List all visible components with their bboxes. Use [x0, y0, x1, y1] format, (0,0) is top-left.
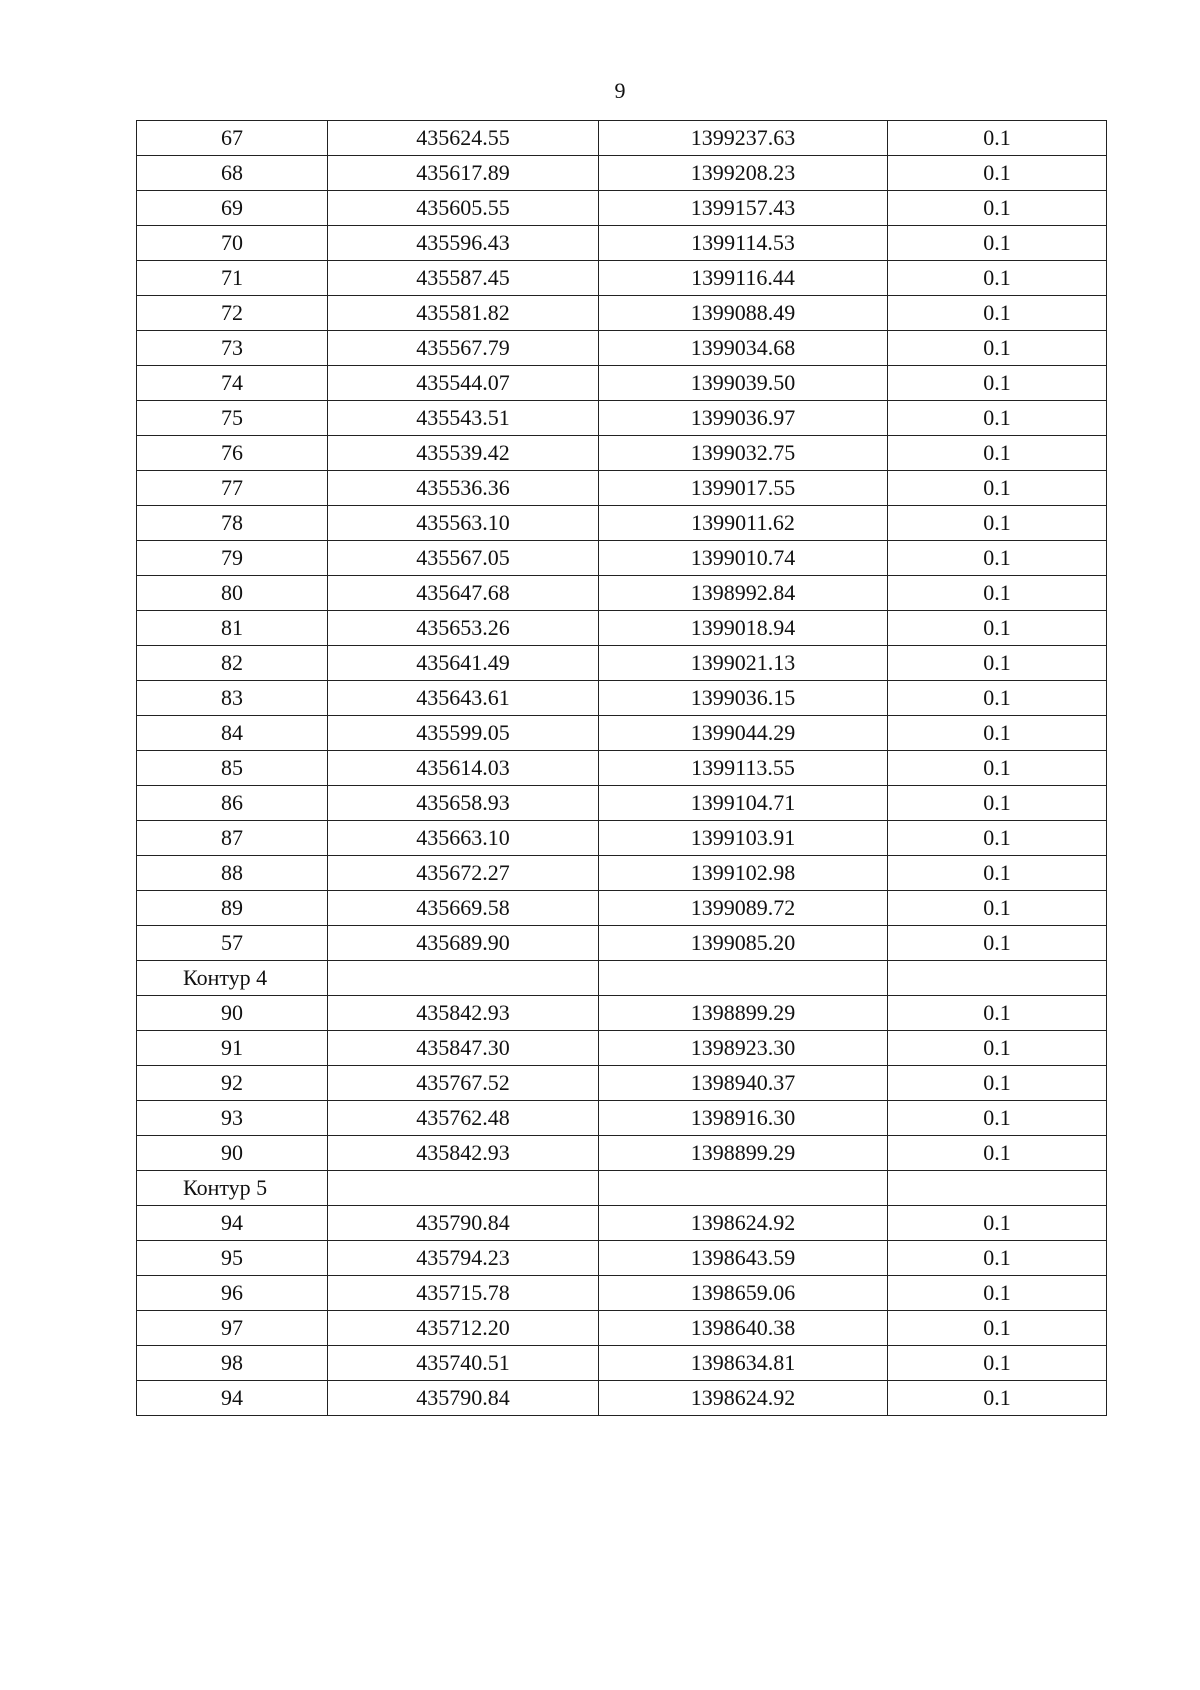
x-coordinate-cell: 435643.61 — [328, 681, 599, 716]
accuracy-cell: 0.1 — [888, 191, 1107, 226]
empty-cell — [888, 1171, 1107, 1206]
table-row — [137, 786, 1107, 821]
accuracy-cell: 0.1 — [888, 681, 1107, 716]
accuracy-cell: 0.1 — [888, 996, 1107, 1031]
point-number-cell: 84 — [137, 716, 328, 751]
y-coordinate-cell: 1399208.23 — [599, 156, 888, 191]
point-number-cell: 73 — [137, 331, 328, 366]
point-number-cell: 89 — [137, 891, 328, 926]
accuracy-cell: 0.1 — [888, 1206, 1107, 1241]
x-coordinate-cell: 435596.43 — [328, 226, 599, 261]
x-coordinate-cell: 435790.84 — [328, 1381, 599, 1416]
y-coordinate-cell: 1399103.91 — [599, 821, 888, 856]
point-number-cell: 90 — [137, 996, 328, 1031]
x-coordinate-cell: 435672.27 — [328, 856, 599, 891]
point-number-cell: 91 — [137, 1031, 328, 1066]
x-coordinate-cell: 435669.58 — [328, 891, 599, 926]
point-number-cell: 74 — [137, 366, 328, 401]
x-coordinate-cell: 435712.20 — [328, 1311, 599, 1346]
y-coordinate-cell: 1399034.68 — [599, 331, 888, 366]
point-number-cell: 88 — [137, 856, 328, 891]
table-row — [137, 1136, 1107, 1171]
x-coordinate-cell: 435543.51 — [328, 401, 599, 436]
point-number-cell: 80 — [137, 576, 328, 611]
x-coordinate-cell: 435847.30 — [328, 1031, 599, 1066]
point-number-cell: 92 — [137, 1066, 328, 1101]
accuracy-cell: 0.1 — [888, 891, 1107, 926]
section-row — [137, 1171, 1107, 1206]
accuracy-cell: 0.1 — [888, 541, 1107, 576]
section-label: Контур 5 — [137, 1171, 328, 1206]
x-coordinate-cell: 435740.51 — [328, 1346, 599, 1381]
table-row — [137, 821, 1107, 856]
table-row — [137, 751, 1107, 786]
table-row — [137, 471, 1107, 506]
x-coordinate-cell: 435581.82 — [328, 296, 599, 331]
y-coordinate-cell: 1399032.75 — [599, 436, 888, 471]
page-number: 9 — [614, 78, 626, 103]
y-coordinate-cell: 1398992.84 — [599, 576, 888, 611]
table-row — [137, 541, 1107, 576]
point-number-cell: 78 — [137, 506, 328, 541]
table-row — [137, 576, 1107, 611]
table-row — [137, 1101, 1107, 1136]
y-coordinate-cell: 1399017.55 — [599, 471, 888, 506]
accuracy-cell: 0.1 — [888, 856, 1107, 891]
accuracy-cell: 0.1 — [888, 226, 1107, 261]
point-number-cell: 69 — [137, 191, 328, 226]
x-coordinate-cell: 435790.84 — [328, 1206, 599, 1241]
point-number-cell: 68 — [137, 156, 328, 191]
point-number-cell: 86 — [137, 786, 328, 821]
y-coordinate-cell: 1399011.62 — [599, 506, 888, 541]
table-row — [137, 996, 1107, 1031]
point-number-cell: 79 — [137, 541, 328, 576]
accuracy-cell: 0.1 — [888, 436, 1107, 471]
accuracy-cell: 0.1 — [888, 611, 1107, 646]
accuracy-cell: 0.1 — [888, 366, 1107, 401]
y-coordinate-cell: 1398916.30 — [599, 1101, 888, 1136]
table-row — [137, 1241, 1107, 1276]
table-row — [137, 646, 1107, 681]
point-number-cell: 97 — [137, 1311, 328, 1346]
y-coordinate-cell: 1398624.92 — [599, 1381, 888, 1416]
x-coordinate-cell: 435762.48 — [328, 1101, 599, 1136]
x-coordinate-cell: 435842.93 — [328, 996, 599, 1031]
table-row — [137, 401, 1107, 436]
y-coordinate-cell: 1399116.44 — [599, 261, 888, 296]
table-row — [137, 926, 1107, 961]
accuracy-cell: 0.1 — [888, 331, 1107, 366]
accuracy-cell: 0.1 — [888, 1241, 1107, 1276]
section-row — [137, 961, 1107, 996]
table-row — [137, 121, 1107, 156]
table-row — [137, 1311, 1107, 1346]
x-coordinate-cell: 435567.79 — [328, 331, 599, 366]
table-row — [137, 1346, 1107, 1381]
section-label: Контур 4 — [137, 961, 328, 996]
y-coordinate-cell: 1399085.20 — [599, 926, 888, 961]
y-coordinate-cell: 1399036.97 — [599, 401, 888, 436]
table-row — [137, 716, 1107, 751]
y-coordinate-cell: 1399010.74 — [599, 541, 888, 576]
accuracy-cell: 0.1 — [888, 1066, 1107, 1101]
point-number-cell: 75 — [137, 401, 328, 436]
x-coordinate-cell: 435689.90 — [328, 926, 599, 961]
table-row — [137, 156, 1107, 191]
y-coordinate-cell: 1398643.59 — [599, 1241, 888, 1276]
table-row — [137, 1066, 1107, 1101]
table-row — [137, 226, 1107, 261]
y-coordinate-cell: 1398940.37 — [599, 1066, 888, 1101]
x-coordinate-cell: 435539.42 — [328, 436, 599, 471]
accuracy-cell: 0.1 — [888, 786, 1107, 821]
accuracy-cell: 0.1 — [888, 261, 1107, 296]
accuracy-cell: 0.1 — [888, 751, 1107, 786]
y-coordinate-cell: 1399237.63 — [599, 121, 888, 156]
y-coordinate-cell: 1399039.50 — [599, 366, 888, 401]
y-coordinate-cell: 1398624.92 — [599, 1206, 888, 1241]
table-row — [137, 1206, 1107, 1241]
table-row — [137, 681, 1107, 716]
y-coordinate-cell: 1398923.30 — [599, 1031, 888, 1066]
point-number-cell: 94 — [137, 1381, 328, 1416]
accuracy-cell: 0.1 — [888, 1311, 1107, 1346]
empty-cell — [888, 961, 1107, 996]
point-number-cell: 76 — [137, 436, 328, 471]
x-coordinate-cell: 435663.10 — [328, 821, 599, 856]
accuracy-cell: 0.1 — [888, 926, 1107, 961]
x-coordinate-cell: 435617.89 — [328, 156, 599, 191]
accuracy-cell: 0.1 — [888, 576, 1107, 611]
empty-cell — [599, 961, 888, 996]
table-row — [137, 1276, 1107, 1311]
y-coordinate-cell: 1399018.94 — [599, 611, 888, 646]
accuracy-cell: 0.1 — [888, 506, 1107, 541]
point-number-cell: 94 — [137, 1206, 328, 1241]
point-number-cell: 70 — [137, 226, 328, 261]
y-coordinate-cell: 1398634.81 — [599, 1346, 888, 1381]
accuracy-cell: 0.1 — [888, 821, 1107, 856]
x-coordinate-cell: 435536.36 — [328, 471, 599, 506]
x-coordinate-cell: 435624.55 — [328, 121, 599, 156]
accuracy-cell: 0.1 — [888, 1276, 1107, 1311]
x-coordinate-cell: 435544.07 — [328, 366, 599, 401]
y-coordinate-cell: 1399104.71 — [599, 786, 888, 821]
point-number-cell: 85 — [137, 751, 328, 786]
x-coordinate-cell: 435647.68 — [328, 576, 599, 611]
accuracy-cell: 0.1 — [888, 471, 1107, 506]
y-coordinate-cell: 1399113.55 — [599, 751, 888, 786]
x-coordinate-cell: 435614.03 — [328, 751, 599, 786]
accuracy-cell: 0.1 — [888, 1136, 1107, 1171]
accuracy-cell: 0.1 — [888, 1346, 1107, 1381]
y-coordinate-cell: 1398899.29 — [599, 1136, 888, 1171]
table-row — [137, 506, 1107, 541]
y-coordinate-cell: 1399088.49 — [599, 296, 888, 331]
accuracy-cell: 0.1 — [888, 646, 1107, 681]
y-coordinate-cell: 1399157.43 — [599, 191, 888, 226]
empty-cell — [328, 1171, 599, 1206]
point-number-cell: 72 — [137, 296, 328, 331]
x-coordinate-cell: 435641.49 — [328, 646, 599, 681]
table-row — [137, 296, 1107, 331]
table-row — [137, 1031, 1107, 1066]
table-row — [137, 436, 1107, 471]
point-number-cell: 67 — [137, 121, 328, 156]
point-number-cell: 57 — [137, 926, 328, 961]
table-row — [137, 331, 1107, 366]
point-number-cell: 87 — [137, 821, 328, 856]
accuracy-cell: 0.1 — [888, 716, 1107, 751]
table-row — [137, 366, 1107, 401]
accuracy-cell: 0.1 — [888, 296, 1107, 331]
y-coordinate-cell: 1398899.29 — [599, 996, 888, 1031]
point-number-cell: 82 — [137, 646, 328, 681]
accuracy-cell: 0.1 — [888, 401, 1107, 436]
point-number-cell: 93 — [137, 1101, 328, 1136]
y-coordinate-cell: 1399044.29 — [599, 716, 888, 751]
y-coordinate-cell: 1398659.06 — [599, 1276, 888, 1311]
point-number-cell: 71 — [137, 261, 328, 296]
point-number-cell: 77 — [137, 471, 328, 506]
accuracy-cell: 0.1 — [888, 1101, 1107, 1136]
y-coordinate-cell: 1399036.15 — [599, 681, 888, 716]
coordinates-table-body — [137, 121, 1107, 1416]
x-coordinate-cell: 435567.05 — [328, 541, 599, 576]
table-row — [137, 891, 1107, 926]
y-coordinate-cell: 1398640.38 — [599, 1311, 888, 1346]
x-coordinate-cell: 435587.45 — [328, 261, 599, 296]
point-number-cell: 98 — [137, 1346, 328, 1381]
x-coordinate-cell: 435658.93 — [328, 786, 599, 821]
x-coordinate-cell: 435794.23 — [328, 1241, 599, 1276]
accuracy-cell: 0.1 — [888, 121, 1107, 156]
accuracy-cell: 0.1 — [888, 1381, 1107, 1416]
accuracy-cell: 0.1 — [888, 1031, 1107, 1066]
x-coordinate-cell: 435599.05 — [328, 716, 599, 751]
point-number-cell: 81 — [137, 611, 328, 646]
y-coordinate-cell: 1399114.53 — [599, 226, 888, 261]
coordinates-table — [136, 120, 1107, 1416]
x-coordinate-cell: 435842.93 — [328, 1136, 599, 1171]
table-row — [137, 611, 1107, 646]
x-coordinate-cell: 435715.78 — [328, 1276, 599, 1311]
point-number-cell: 96 — [137, 1276, 328, 1311]
table-row — [137, 1381, 1107, 1416]
point-number-cell: 95 — [137, 1241, 328, 1276]
y-coordinate-cell: 1399089.72 — [599, 891, 888, 926]
accuracy-cell: 0.1 — [888, 156, 1107, 191]
x-coordinate-cell: 435653.26 — [328, 611, 599, 646]
point-number-cell: 90 — [137, 1136, 328, 1171]
y-coordinate-cell: 1399021.13 — [599, 646, 888, 681]
x-coordinate-cell: 435563.10 — [328, 506, 599, 541]
table-row — [137, 856, 1107, 891]
point-number-cell: 83 — [137, 681, 328, 716]
empty-cell — [599, 1171, 888, 1206]
x-coordinate-cell: 435767.52 — [328, 1066, 599, 1101]
table-row — [137, 191, 1107, 226]
empty-cell — [328, 961, 599, 996]
table-row — [137, 261, 1107, 296]
x-coordinate-cell: 435605.55 — [328, 191, 599, 226]
y-coordinate-cell: 1399102.98 — [599, 856, 888, 891]
